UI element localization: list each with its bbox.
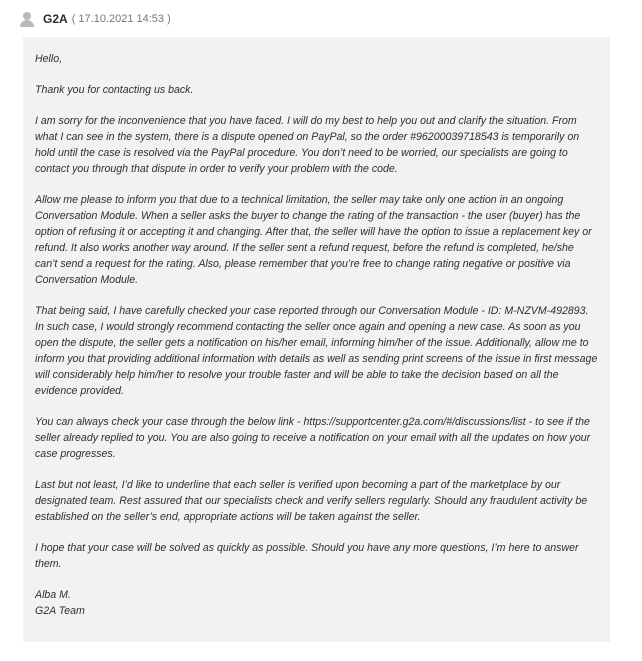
- message-paragraph: I am sorry for the inconvenience that you have faced. I will do my best to help you out and clarify the situation. From what I can see in the system, there is a dispute opened on PayPal, so the order #96200039718543 is temporarily on hold until the case is resolved via the PayPal procedure. You don’t need to be worried, our specialists are going to contact you through that dispute in order to verify your problem with the code.: [35, 115, 580, 175]
- author-name: G2A: [43, 12, 68, 26]
- signature-name: Alba M.: [35, 589, 71, 601]
- user-avatar-icon: [20, 12, 34, 27]
- message-body: [35, 51, 598, 619]
- message-timestamp: ( 17.10.2021 14:53 ): [71, 13, 171, 25]
- message-paragraph: That being said, I have carefully checked your case reported through our Conversation Module - ID: M-NZVM-492893. In such case, I would strongly recommend contacting the seller once again and opening a new case. As soon as you open the dispute, the seller gets a notification on his/her email, informing him/her of the issue. Additionally, allow me to inform you that providing additional information with details as well as sending print screens of the issue in first message will considerably help him/her to resolve your trouble faster and will be able to take the decision based on all the evidence provided.: [35, 305, 598, 397]
- signature-team: G2A Team: [35, 605, 85, 617]
- message-paragraph: You can always check your case through the below link - https://supportcenter.g2a.com/#/discussions/list - to see if the seller already replied to you. You are also going to receive a notification on your email with all the updates on how your case progresses.: [35, 416, 591, 460]
- message-paragraph: Thank you for contacting us back.: [35, 84, 194, 96]
- message-bubble: [23, 37, 610, 642]
- message-paragraph: I hope that your case will be solved as quickly as possible. Should you have any more questions, I’m here to answer them.: [35, 542, 579, 570]
- message-header: [20, 10, 171, 28]
- message-paragraph: Last but not least, I’d like to underline that each seller is verified upon becoming a part of the marketplace by our designated team. Rest assured that our specialists check and verify sellers regularly. Should any fraudulent activity be established on the seller’s end, appropriate actions will be taken against the seller.: [35, 479, 588, 523]
- message-paragraph: Allow me please to inform you that due to a technical limitation, the seller may take only one action in an ongoing Conversation Module. When a seller asks the buyer to change the rating of the transaction - the user (buyer) has the option of refusing it or accepting it and changing. After that, the seller will have the option to issue a replacement key or refund. It also works another way around. If the seller sent a refund request, before the refund is completed, he/she can’t send a request for the rating. Also, please remember that you’re free to change rating negative or positive via Conversation Module.: [35, 194, 592, 286]
- greeting: Hello,: [35, 53, 63, 65]
